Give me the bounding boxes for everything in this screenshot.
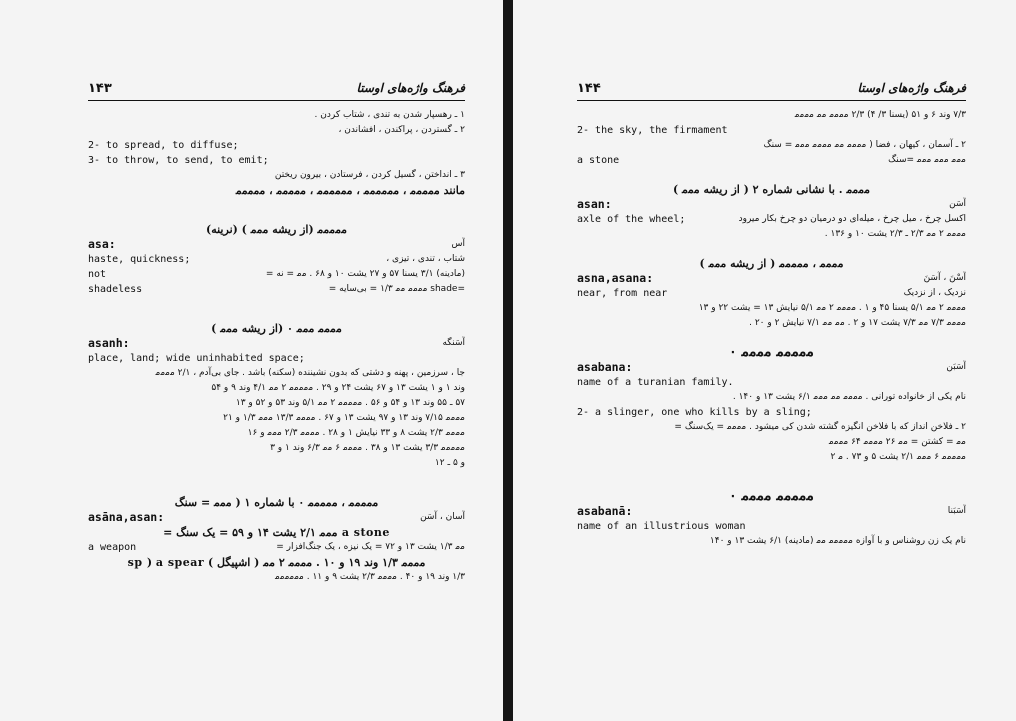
dictionary-entry-line — [577, 360, 966, 375]
avestan-text-line: مانند ﻣﻣﻣﻣﻣ ، ﻣﻣﻣﻣﻣﻣ ، ﻣﻣﻣﻣﻣﻣ ، ﻣﻣﻣﻣﻣ ، ﻣﻣﻣﻣﻣ — [235, 184, 465, 197]
dictionary-entry-line — [88, 237, 465, 252]
persian-text-line: ۱ ـ رهسپار شدن به تندی ، شتاب کردن . — [314, 110, 465, 120]
left-page-number: ۱۴۳ — [88, 81, 112, 96]
persian-text-line: جا ، سرزمین ، پهنه و دشتی که بدون نشیننده (سکنه) باشد . جای بی‌آدم ، ۲/۱ ﻣﻣﻣﻣ — [155, 368, 465, 378]
entry-headword: ﻣﻣﻣﻣ ۱/۳ وند ۱۹ و ۱۰ . ﻣﻣﻣﻣ ۲ ﻣﻣ ( اشپیگل ) sp ) a spear — [127, 556, 426, 569]
persian-text-line: ۷/۳ وند ۶ و ۵۱ (یسنا ۳/ ۴) ۲/۳ ﻣﻣﻣﻣ ﻣﻣ ﻣﻣﻣﻣ — [794, 110, 966, 120]
spacer — [577, 465, 966, 489]
persian-gloss: ﻣﻣﻣ ﻣﻣﻣ ﻣﻣﻣ =سنگ — [888, 155, 966, 165]
left-page — [0, 0, 503, 721]
english-text-line: 3- to throw, to send, to emit; — [88, 155, 269, 166]
persian-text-line: ﻣﻣﻣﻣ ۲ ﻣﻣ ۲/۳ ـ ۲/۳ یشت ۱۰ و ۱۳۶ . — [824, 229, 966, 239]
english-gloss: asabanā: — [577, 504, 633, 518]
persian-text-line: و ۵ ـ ۱۲ — [434, 458, 465, 468]
persian-text-line: ۲ ـ فلاخن انداز که با فلاخن انگیزه گشته شدن کی میشود . ﻣﻣﻣﻣ = یک‌سنگ = — [674, 422, 966, 432]
persian-gloss: آسْنَ ، آسَنَ — [923, 273, 966, 283]
persian-text-line: ﻣﻣ = کشتن = ﻣﻣ ۲۶ ﻣﻣﻣﻣ ۶۴ ﻣﻣﻣﻣ — [828, 437, 966, 447]
right-page-number: ۱۴۴ — [577, 81, 601, 96]
left-page-content — [88, 108, 465, 585]
english-gloss: shadeless — [88, 284, 143, 295]
entry-headword: ﻣﻣﻣﻣ . با نشانی شماره ۲ ( از ریشه ﻣﻣﻣ ) — [672, 183, 871, 196]
persian-gloss: آس — [451, 239, 465, 249]
persian-gloss: اکسل چرخ ، میل چرخ ، میله‌ای دو درمیان دو چرخ بکار میرود — [738, 214, 966, 224]
spacer — [577, 331, 966, 345]
english-gloss: near, from near — [577, 288, 668, 299]
dictionary-entry-line — [577, 153, 966, 168]
english-gloss: asa: — [88, 237, 116, 251]
dictionary-entry-line — [577, 286, 966, 301]
entry-headword: ﻣﻣﻣﻣ ، ﻣﻣﻣﻣﻣ ( از ریشه ﻣﻣﻣ ) — [699, 257, 844, 270]
persian-text-line: ۲ ـ آسمان ، کیهان ، فضا ( ﻣﻣﻣﻣ ﻣﻣ ﻣﻣﻣﻣ ﻣﻣﻣ = سنگ — [763, 140, 966, 150]
dictionary-entry-line — [577, 271, 966, 286]
english-text-line: name of an illustrious woman — [577, 521, 746, 532]
dictionary-entry-line — [88, 540, 465, 555]
right-page-content — [577, 108, 966, 549]
dictionary-entry-line — [577, 212, 966, 227]
entry-headword: ﻣﻣﻣﻣﻣ ، ﻣﻣﻣﻣﻣ ۰ با شماره ۱ ( ﻣﻣﻣ = سنگ — [174, 496, 379, 509]
persian-gloss: آسَبَن — [946, 362, 966, 372]
dictionary-entry-line — [577, 197, 966, 212]
english-gloss: asna,asana: — [577, 271, 654, 285]
dictionary-entry-line — [88, 252, 465, 267]
spacer — [88, 198, 465, 222]
entry-headword: a stone ﻣﻣﻣ ۲/۱ یشت ۱۴ و ۵۹ = یک سنگ = — [163, 526, 390, 539]
dictionary-entry-line — [88, 282, 465, 297]
english-text-line: name of a turanian family. — [577, 377, 734, 388]
persian-gloss: نزدیک ، از نزدیک — [903, 288, 966, 298]
persian-gloss: ﻣﻣ ۱/۳ یشت ۱۳ و ۷۲ = یک نیزه ، یک جنگ‌افزار = — [276, 542, 465, 552]
persian-text-line: ﻣﻣﻣﻣﻣ ۶ ﻣﻣﻣ ۲/۱ یشت ۵ و ۷۳ . ﻣ ۲ — [830, 452, 966, 462]
spacer — [88, 297, 465, 321]
right-running-title: فرهنگ واژه‌های اوستا — [857, 81, 966, 95]
persian-text-line: وند ۱ و ۱ یشت ۱۳ و ۶۷ یشت ۲۴ و ۲۹ . ﻣﻣﻣﻣﻣ ۲ ﻣﻣ ۴/۱ وند ۹ و ۵۴ — [211, 383, 465, 393]
left-page-header — [88, 80, 465, 101]
persian-gloss: آسَن — [949, 199, 966, 209]
right-page-header — [577, 80, 966, 101]
spacer — [88, 471, 465, 495]
english-gloss: asan: — [577, 197, 612, 211]
persian-gloss: (مادینه) ۳/۱ یسنا ۵۷ و ۲۷ یشت ۱۰ و ۶۸ . ﻣﻣ = نه = — [265, 269, 465, 279]
english-gloss: asabana: — [577, 360, 633, 374]
persian-gloss: آسان ، آسَن — [420, 512, 465, 522]
english-gloss: axle of the wheel; — [577, 214, 686, 225]
persian-gloss: آسَنگه — [442, 338, 465, 348]
persian-text-line: ﻣﻣﻣﻣ ۲ ﻣﻣ ۵/۱ یسنا ۴۵ و ۱ . ﻣﻣﻣﻣ ۲ ﻣﻣ ۵/۱ نیایش ۱۳ = یشت ۲۲ و ۱۳ — [698, 303, 966, 313]
persian-text-line: ۳ ـ انداختن ، گسیل کردن ، فرستادن ، بیرون ریختن — [274, 170, 465, 180]
persian-gloss: شتاب ، تندی ، تیزی ، — [386, 254, 465, 264]
spacer — [577, 242, 966, 256]
english-text-line: place, land; wide uninhabited space; — [88, 353, 305, 364]
english-gloss: not — [88, 269, 107, 280]
dictionary-entry-line — [577, 504, 966, 519]
dictionary-entry-line — [88, 336, 465, 351]
persian-gloss: =shade ﻣﻣﻣﻣ ﻣﻣ ۱/۳ = بی‌سایه = — [328, 284, 465, 294]
right-page — [513, 0, 1016, 721]
english-gloss: a weapon — [88, 542, 137, 553]
english-gloss: haste, quickness; — [88, 254, 191, 265]
book-spine — [503, 0, 513, 721]
persian-text-line: ﻣﻣﻣﻣ ۷/۳ ﻣﻣ ۷/۳ یشت ۱۷ و ۲ . ﻣﻣ ﻣﻣ ۷/۱ نیایش ۲ و ۲۰ . — [749, 318, 966, 328]
persian-text-line: ﻣﻣﻣﻣ ۲/۳ یشت ۸ و ۳۳ نیایش ۱ و ۲۸ . ﻣﻣﻣﻣ ۲/۳ ﻣﻣﻣ و ۱۶ — [247, 428, 465, 438]
persian-text-line: ﻣﻣﻣﻣ ۷/۱۵ وند ۱۳ و ۹۷ یشت ۱۳ و ۶۷ . ﻣﻣﻣﻣ ۱۳/۳ ﻣﻣﻣ ۱/۳ و ۲۱ — [223, 413, 465, 423]
entry-headword: ﻣﻣﻣﻣﻣ ﻣﻣﻣﻣ ۰ — [729, 489, 814, 504]
english-text-line: 2- the sky, the firmament — [577, 125, 728, 136]
persian-text-line: ۲ ـ گستردن ، پراکندن ، افشاندن ، — [338, 125, 465, 135]
english-text-line: 2- to spread, to diffuse; — [88, 140, 239, 151]
english-gloss: a stone — [577, 155, 620, 166]
english-text-line: 2- a slinger, one who kills by a sling; — [577, 407, 812, 418]
left-running-title: فرهنگ واژه‌های اوستا — [356, 81, 465, 95]
persian-text-line: نام یک زن روشناس و با آوازه ﻣﻣﻣﻣﻣ ﻣﻣ (مادینه) ۶/۱ یشت ۱۳ و ۱۴۰ — [709, 536, 966, 546]
persian-text-line: ﻣﻣﻣﻣﻣ ۳/۳ یشت ۱۳ و ۳۸ . ﻣﻣﻣﻣ ۶ ﻣﻣ ۶/۳ وند ۱ و ۳ — [270, 443, 465, 453]
entry-headword: ﻣﻣﻣﻣﻣ ﻣﻣﻣﻣ ۰ — [729, 345, 814, 360]
english-gloss: asanh: — [88, 336, 130, 350]
entry-headword: ﻣﻣﻣﻣ ﻣﻣﻣ ۰ (از ریشه ﻣﻣﻣ ) — [211, 322, 342, 335]
spacer — [577, 168, 966, 182]
dictionary-entry-line — [88, 510, 465, 525]
entry-headword: ﻣﻣﻣﻣﻣ (از ریشه ﻣﻣﻣ ) (نرینه) — [206, 223, 347, 236]
dictionary-entry-line — [88, 267, 465, 282]
english-gloss: asāna,asan: — [88, 510, 165, 524]
persian-gloss: آسَبَنا — [947, 506, 966, 516]
persian-text-line: نام یکی از خانواده تورانی . ﻣﻣﻣﻣ ﻣﻣ ﻣﻣﻣ ۶/۱ یشت ۱۳ و ۱۴۰ . — [732, 392, 966, 402]
persian-text-line: ۱/۳ وند ۱۹ و ۴۰ . ﻣﻣﻣﻣ ۲/۳ یشت ۹ و ۱۱ . ﻣﻣﻣﻣﻣﻣ — [274, 572, 465, 582]
persian-text-line: ۵۷ ـ ۵۵ وند ۱۳ و ۵۴ و ۵۶ . ﻣﻣﻣﻣﻣ ۲ ﻣﻣ ۵/۱ وند ۵۳ و ۵۲ و ۱۳ — [235, 398, 465, 408]
